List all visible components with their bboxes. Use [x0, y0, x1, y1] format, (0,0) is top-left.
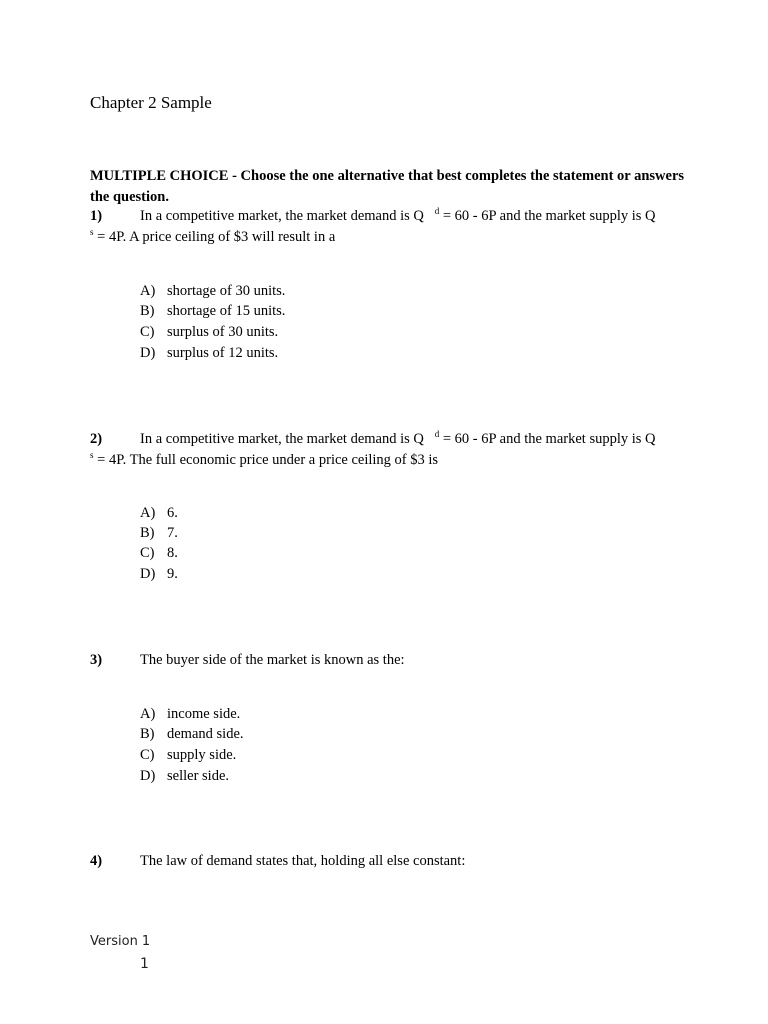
- question-text: In a competitive market, the market demand is Q: [140, 431, 424, 447]
- document-title: Chapter 2 Sample: [90, 93, 212, 112]
- option-text: 7.: [167, 525, 178, 541]
- option-letter: D): [140, 768, 156, 784]
- option-text: shortage of 30 units.: [167, 283, 286, 299]
- option-a: [140, 283, 285, 300]
- option-letter: D): [140, 566, 156, 582]
- option-d: [140, 345, 278, 362]
- option-letter: C): [140, 324, 155, 340]
- superscript-s: s: [90, 450, 94, 460]
- option-b: [140, 726, 244, 743]
- question-text: In a competitive market, the market demand is Q: [140, 208, 424, 224]
- superscript-d: d: [434, 206, 440, 216]
- page-number: 1: [140, 956, 149, 972]
- option-text: 8.: [167, 545, 178, 561]
- question-text-line-2: [90, 452, 438, 469]
- option-letter: C): [140, 747, 155, 763]
- question-text: = 4P. A price ceiling of $3 will result in a: [97, 229, 336, 245]
- question-text-line-2: [90, 229, 335, 246]
- option-text: income side.: [167, 706, 241, 722]
- option-text: 9.: [167, 566, 178, 582]
- option-letter: A): [140, 283, 156, 299]
- question-text: = 60 - 6P and the market supply is Q: [442, 208, 656, 224]
- option-b: [140, 303, 285, 320]
- question-text-line-1: [140, 431, 656, 448]
- option-letter: B): [140, 525, 155, 541]
- option-text: 6.: [167, 505, 178, 521]
- option-c: [140, 545, 178, 562]
- question-number: 3): [90, 652, 103, 668]
- option-text: demand side.: [167, 726, 244, 742]
- option-letter: D): [140, 345, 156, 361]
- option-b: [140, 525, 178, 542]
- footer-version: Version 1: [90, 934, 151, 949]
- question-number: 4): [90, 853, 103, 869]
- option-a: [140, 706, 240, 723]
- option-letter: C): [140, 545, 155, 561]
- option-d: [140, 768, 229, 785]
- option-d: [140, 566, 178, 583]
- option-c: [140, 747, 236, 764]
- instructions: MULTIPLE CHOICE - Choose the one alternative that best completes the statement or answers the question.: [90, 168, 685, 205]
- option-text: surplus of 30 units.: [167, 324, 279, 340]
- option-letter: B): [140, 726, 155, 742]
- option-text: shortage of 15 units.: [167, 303, 286, 319]
- question-text: The law of demand states that, holding all else constant:: [140, 853, 466, 869]
- question-text-line-1: [140, 208, 656, 225]
- superscript-d: d: [434, 429, 440, 439]
- question-text: = 60 - 6P and the market supply is Q: [442, 431, 656, 447]
- option-a: [140, 505, 178, 522]
- option-text: seller side.: [167, 768, 230, 784]
- option-letter: B): [140, 303, 155, 319]
- option-letter: A): [140, 706, 156, 722]
- option-text: surplus of 12 units.: [167, 345, 279, 361]
- option-text: supply side.: [167, 747, 237, 763]
- option-letter: A): [140, 505, 156, 521]
- option-c: [140, 324, 278, 341]
- question-text: = 4P. The full economic price under a price ceiling of $3 is: [97, 452, 439, 468]
- question-text: The buyer side of the market is known as the:: [140, 652, 405, 668]
- superscript-s: s: [90, 227, 94, 237]
- question-number: 2): [90, 431, 103, 447]
- question-number: 1): [90, 208, 103, 224]
